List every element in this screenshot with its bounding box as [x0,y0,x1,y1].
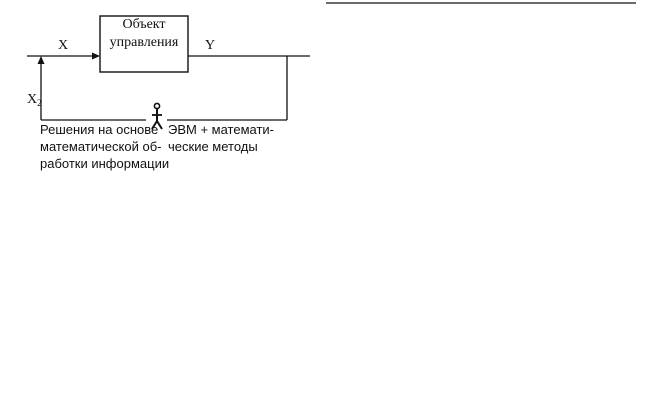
caption-computer-methods-line2: ческие методы [168,139,258,154]
caption-decisions [40,121,169,172]
control-object-label [100,16,188,52]
caption-computer-methods [168,121,274,155]
input-arrowhead [92,53,100,60]
feedback-arrowhead [38,56,45,64]
caption-decisions-line2: математической об- [40,139,162,154]
output-label: Y [205,38,216,53]
caption-computer-methods-line1: ЭВМ + математи- [168,122,275,137]
control-object-label-line1: Объект [122,17,166,32]
feedback-label [27,93,42,107]
control-object-label-line2: управления [109,35,179,50]
feedback-label-main: X [27,92,38,107]
caption-decisions-line3: работки информации [40,156,170,171]
feedback-label-subscript: 2 [37,98,42,108]
input-label: X [58,38,69,53]
caption-decisions-line1: Решения на основе [40,122,159,137]
